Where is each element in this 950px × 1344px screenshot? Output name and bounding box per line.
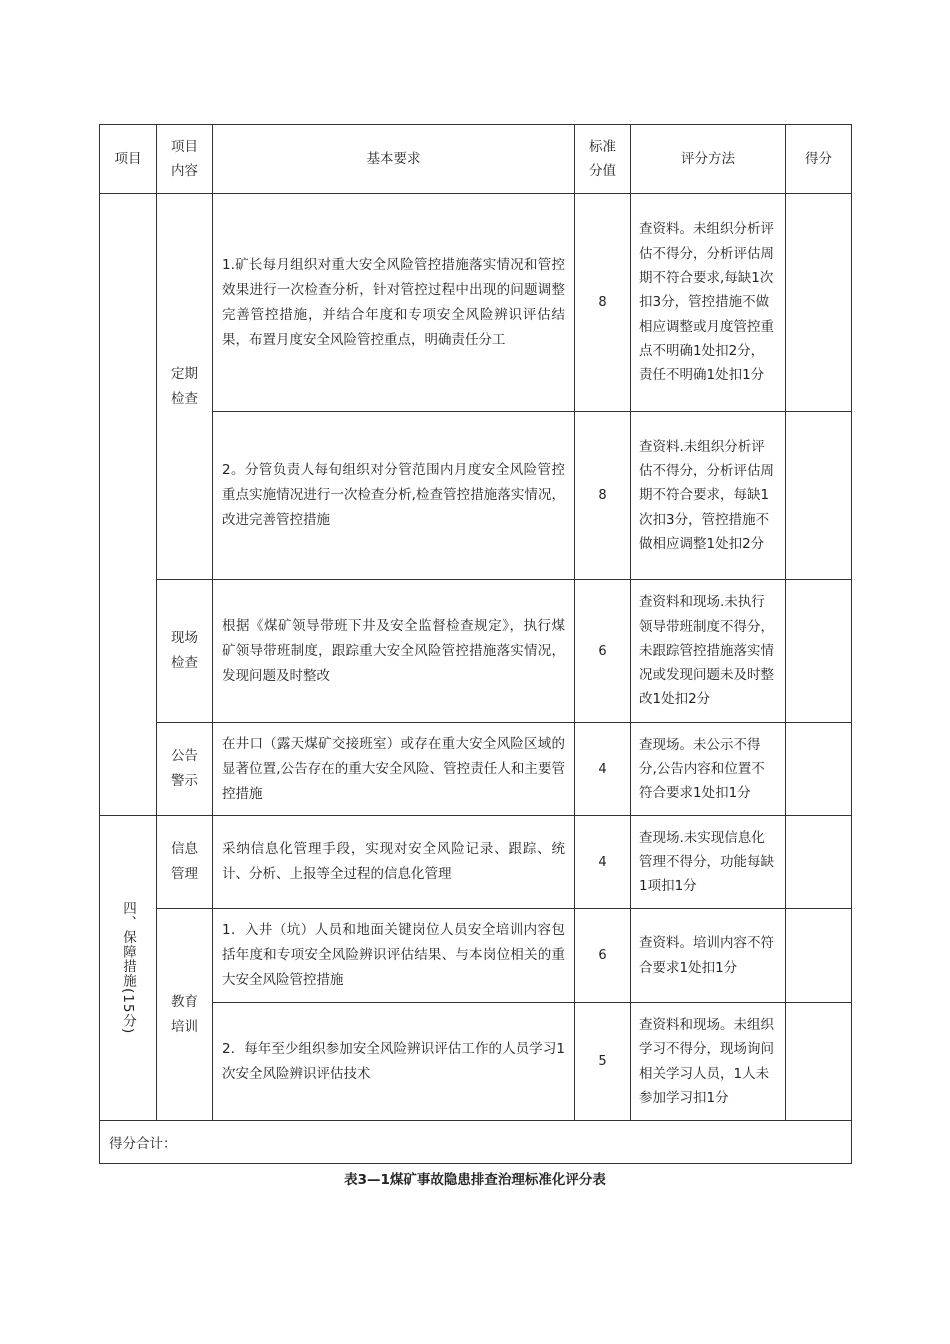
requirement-cell: 2．每年至少组织参加安全风险辨识评估工作的人员学习1次安全风险辨识评估技术	[213, 1003, 575, 1121]
table-row	[100, 580, 852, 723]
table-row	[100, 412, 852, 580]
table-row	[100, 1003, 852, 1121]
requirement-cell: 1.矿长每月组织对重大安全风险管控措施落实情况和管控效果进行一次检查分析，针对管控过程中出现的问题调整完善管控措施，并结合年度和专项安全风险辨识评估结果，布置月度安全风险管控重点，明确责任分工	[213, 194, 575, 412]
method-cell: 查现场。未公示不得分,公告内容和位置不符合要求1处扣1分	[631, 723, 786, 816]
group-periodic: 定期 检查	[157, 194, 213, 580]
table-row	[100, 909, 852, 1003]
score-cell[interactable]	[786, 412, 852, 580]
section-cell	[100, 816, 157, 1121]
method-cell: 查现场.未实现信息化管理不得分，功能每缺1项扣1分	[631, 816, 786, 909]
method-cell: 查资料。培训内容不符合要求1处扣1分	[631, 909, 786, 1003]
table-caption: 表3—1煤矿事故隐患排查治理标准化评分表	[344, 1172, 606, 1188]
standard-score: 8	[575, 194, 631, 412]
requirement-cell: 2。分管负责人每旬组织对分管范围内月度安全风险管控重点实施情况进行一次检查分析,检查管控措施落实情况，改进完善管控措施	[213, 412, 575, 580]
header-standard: 标准 分值	[575, 125, 631, 194]
score-cell[interactable]	[786, 909, 852, 1003]
group-field: 现场 检查	[157, 580, 213, 723]
table-row	[100, 816, 852, 909]
group-info: 信息 管理	[157, 816, 213, 909]
score-cell[interactable]	[786, 194, 852, 412]
total-label: 得分合计：	[100, 1121, 852, 1164]
total-row	[100, 1121, 852, 1164]
table-row	[100, 723, 852, 816]
standard-score: 4	[575, 816, 631, 909]
group-training: 教育 培训	[157, 909, 213, 1121]
requirement-cell: 采纳信息化管理手段，实现对安全风险记录、跟踪、统计、分析、上报等全过程的信息化管理	[213, 816, 575, 909]
section-label: 四、保障措施(15分)	[120, 901, 136, 1035]
score-cell[interactable]	[786, 580, 852, 723]
method-cell: 查资料。未组织分析评估不得分，分析评估周期不符合要求,每缺1次扣3分，管控措施不做相应调整或月度管控重点不明确1处扣2分，责任不明确1处扣1分	[631, 194, 786, 412]
standard-score: 6	[575, 580, 631, 723]
header-item: 项目	[100, 125, 157, 194]
requirement-cell: 在井口（露天煤矿交接班室）或存在重大安全风险区域的显著位置,公告存在的重大安全风险、管控责任人和主要管控措施	[213, 723, 575, 816]
method-cell: 查资料和现场。未组织学习不得分，现场询问相关学习人员，1人未参加学习扣1分	[631, 1003, 786, 1121]
header-row	[100, 125, 852, 194]
standard-score: 5	[575, 1003, 631, 1121]
table-row	[100, 194, 852, 412]
standard-score: 6	[575, 909, 631, 1003]
group-notice: 公告 警示	[157, 723, 213, 816]
score-cell[interactable]	[786, 1003, 852, 1121]
header-content: 项目 内容	[157, 125, 213, 194]
method-cell: 查资料和现场.未执行领导带班制度不得分，未跟踪管控措施落实情况或发现问题未及时整改1处扣2分	[631, 580, 786, 723]
requirement-cell: 根据《煤矿领导带班下井及安全监督检查规定》，执行煤矿领导带班制度，跟踪重大安全风险管控措施落实情况，发现问题及时整改	[213, 580, 575, 723]
standard-score: 8	[575, 412, 631, 580]
header-method: 评分方法	[631, 125, 786, 194]
standard-score: 4	[575, 723, 631, 816]
scoring-table	[99, 124, 852, 1164]
section-cell-upper	[100, 194, 157, 816]
header-score: 得分	[786, 125, 852, 194]
requirement-cell: 1．入井（坑）人员和地面关键岗位人员安全培训内容包括年度和专项安全风险辨识评估结果、与本岗位相关的重大安全风险管控措施	[213, 909, 575, 1003]
score-cell[interactable]	[786, 723, 852, 816]
header-requirement: 基本要求	[213, 125, 575, 194]
method-cell: 查资料.未组织分析评估不得分，分析评估周期不符合要求，每缺1次扣3分，管控措施不做相应调整1处扣2分	[631, 412, 786, 580]
score-cell[interactable]	[786, 816, 852, 909]
